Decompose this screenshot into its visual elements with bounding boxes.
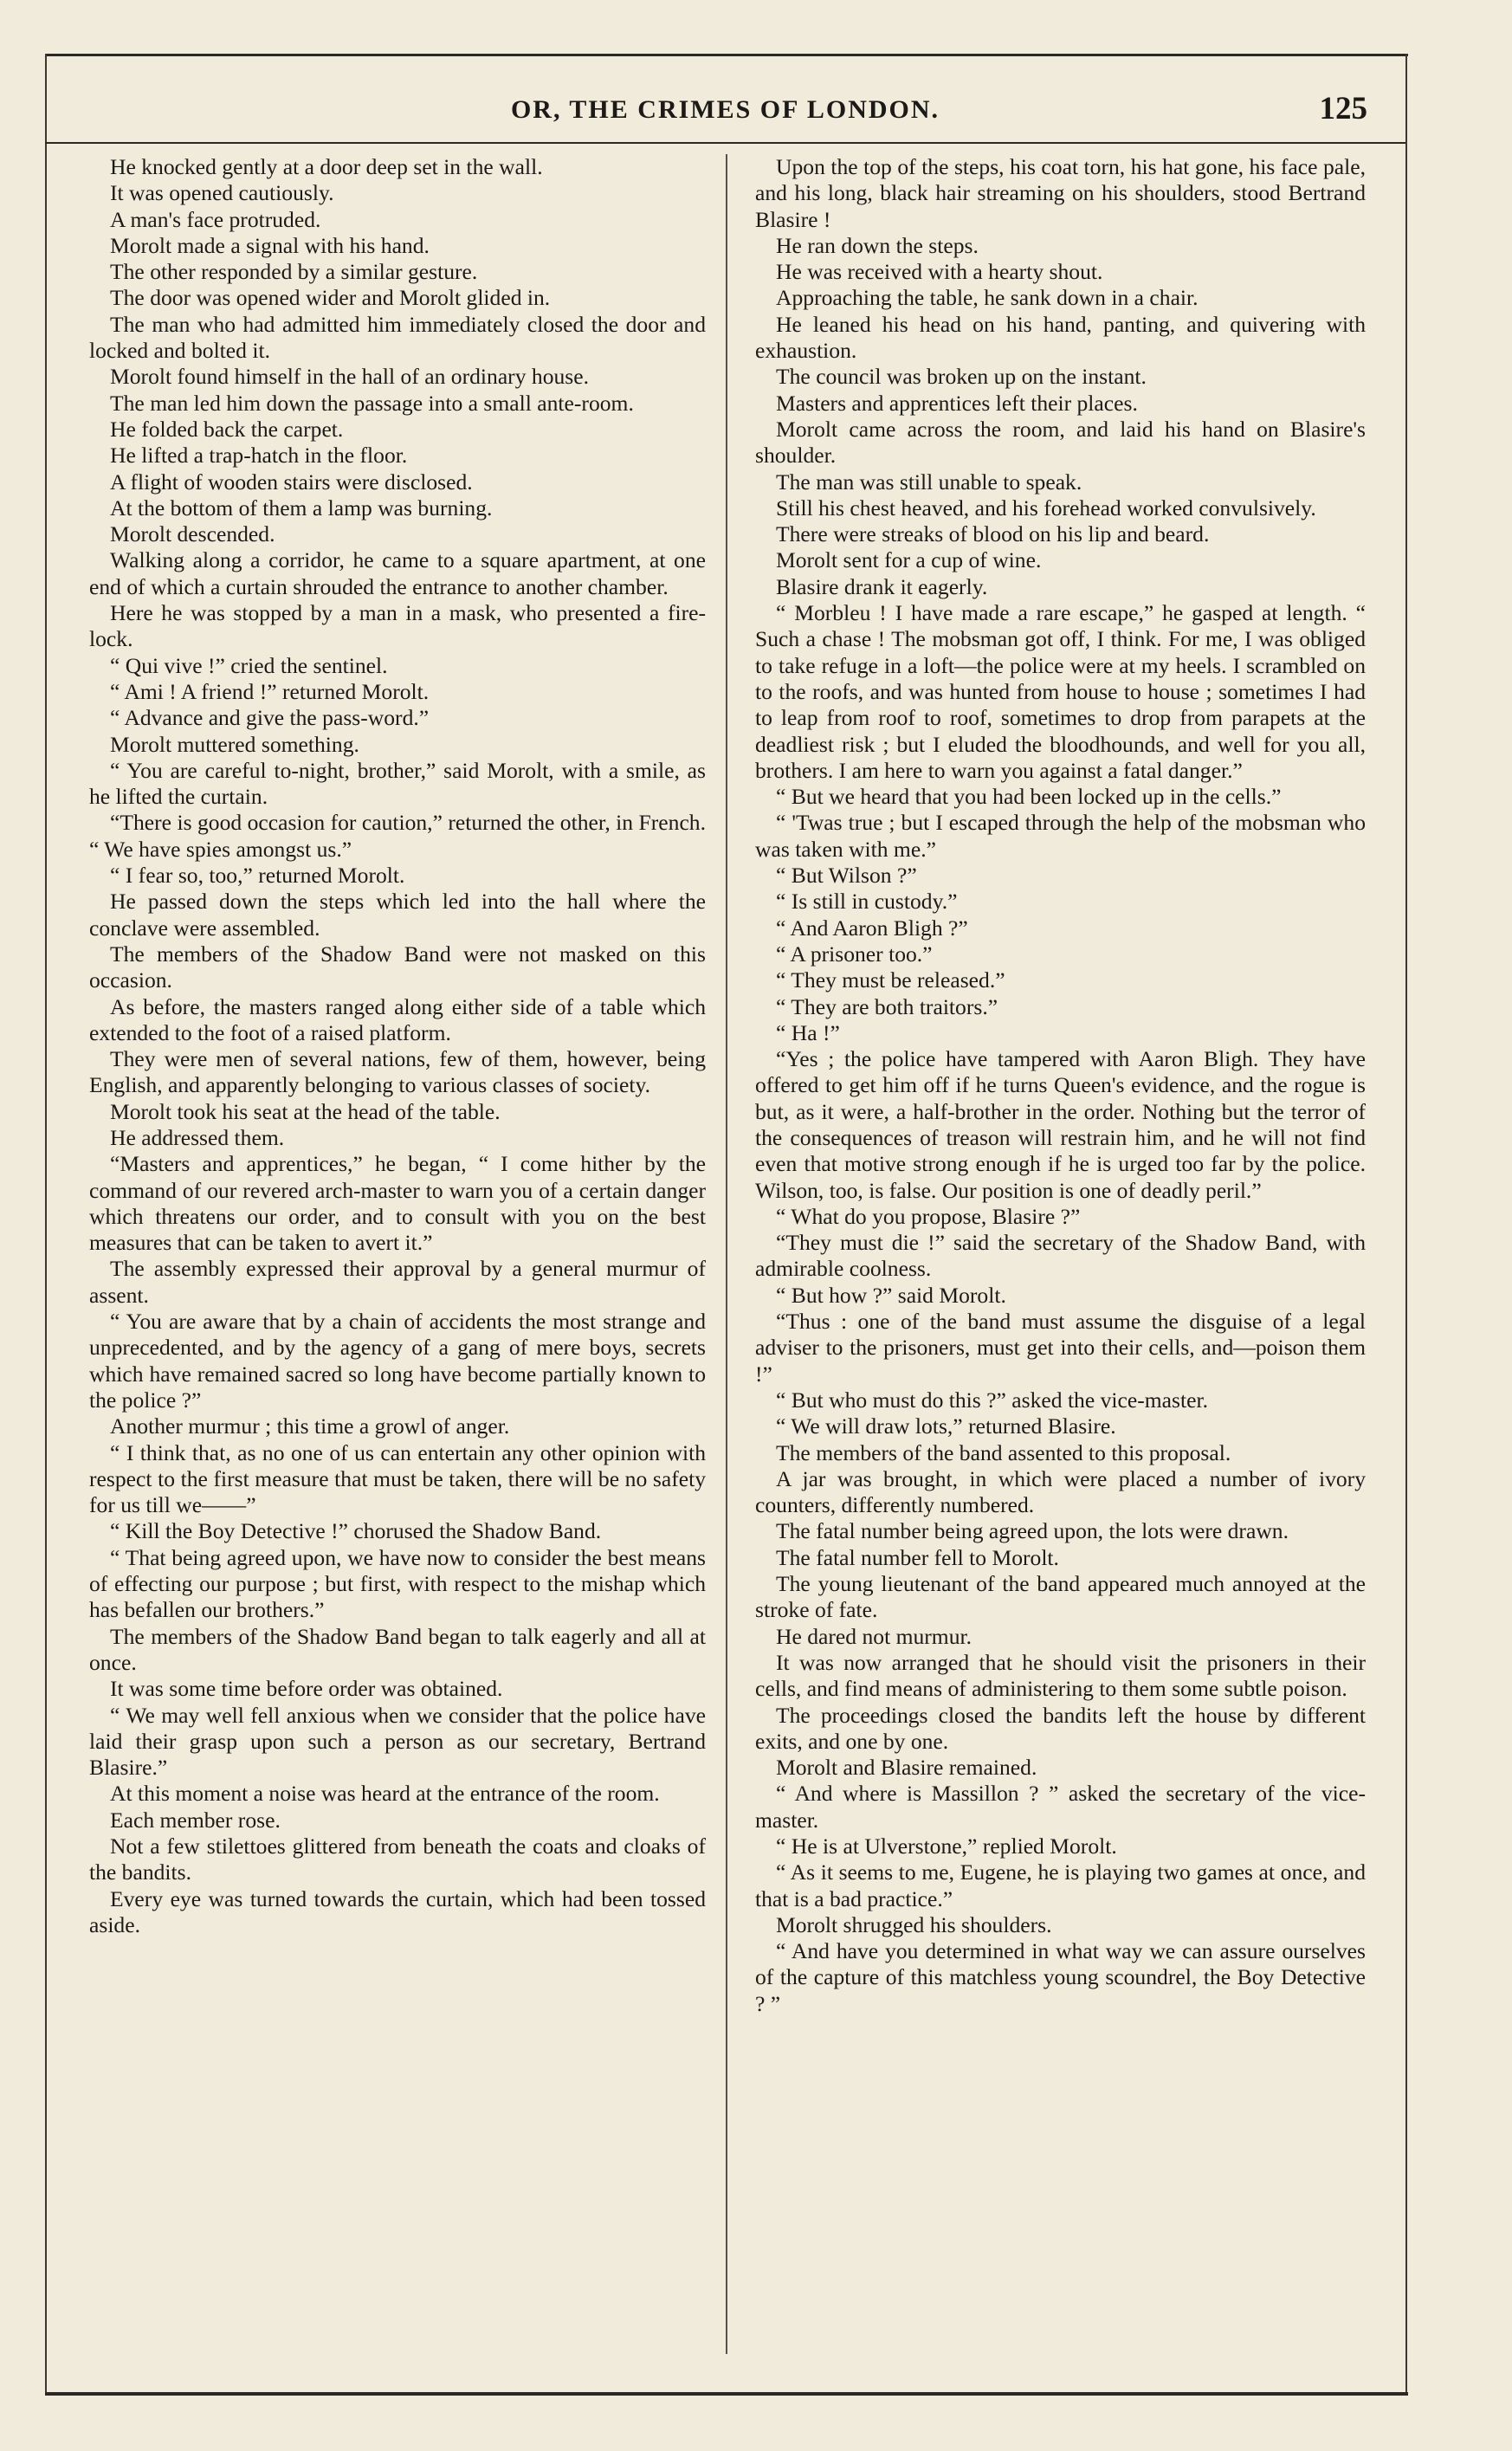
paragraph: The council was broken up on the instant.	[776, 364, 1147, 390]
bottom-border-rule	[45, 2392, 1408, 2396]
paragraph: Morolt and Blasire remained.	[776, 1755, 1037, 1781]
paragraph: Not a few stilettoes glittered from beneath the coats and cloaks of the bandits.	[89, 1833, 706, 1885]
paragraph: Here he was stopped by a man in a mask, who presented a fire-lock.	[89, 600, 706, 652]
paragraph: “Masters and apprentices,” he began, “ I come hither by the command of our revered arch-master to warn you of a certain danger which threatens our order, and to consult with you on the best measures that can be taken to avert it.”	[89, 1151, 706, 1256]
paragraph: “ I think that, as no one of us can entertain any other opinion with respect to the first measure that must be taken, there will be no safety for us till we——”	[89, 1439, 706, 1518]
paragraph: He folded back the carpet.	[110, 416, 344, 442]
paragraph: “ But who must do this ?” asked the vice-master.	[776, 1387, 1208, 1413]
paragraph: “ You are aware that by a chain of accidents the most strange and unprecedented, and by the agency of a gang of mere boys, secrets which have remained sacred so long have become partially known to the police ?”	[89, 1309, 706, 1413]
paragraph: The man who had admitted him immediately closed the door and locked and bolted it.	[89, 311, 706, 364]
paragraph: “ We may well fell anxious when we consider that the police have laid their grasp upon such a person as our secretary, Bertrand Blasire.”	[89, 1702, 706, 1781]
paragraph: “ What do you propose, Blasire ?”	[776, 1203, 1081, 1229]
paragraph: He addressed them.	[110, 1124, 285, 1150]
paragraph: “ Ha !”	[776, 1019, 840, 1045]
paragraph: The fatal number fell to Morolt.	[776, 1544, 1059, 1570]
paragraph: Morolt took his seat at the head of the table.	[110, 1098, 501, 1124]
paragraph: The other responded by a similar gesture.	[110, 259, 478, 285]
paragraph: There were streaks of blood on his lip and beard.	[776, 521, 1210, 547]
paragraph: “ They must be released.”	[776, 967, 1005, 993]
paragraph: Morolt muttered something.	[110, 731, 359, 757]
paragraph: The man was still unable to speak.	[776, 469, 1082, 495]
right-text-column	[755, 154, 1366, 2017]
paragraph: “ Morbleu ! I have made a rare escape,” he gasped at length. “ Such a chase ! The mobsman got off, I think. For me, I was obliged to take refuge in a loft—the police were at my heels. I scrambled on to the roofs, and was hunted from house to house ; sometimes I had to leap from roof to roof, sometimes to drop from parapets at the deadliest risk ; but I eluded the bloodhounds, and well for you all, brothers. I am here to warn you against a fatal danger.”	[755, 600, 1366, 783]
paragraph: Approaching the table, he sank down in a chair.	[776, 285, 1199, 311]
paragraph: “ He is at Ulverstone,” replied Morolt.	[776, 1833, 1117, 1859]
left-border-rule	[45, 54, 47, 2392]
paragraph: “ Ami ! A friend !” returned Morolt.	[110, 678, 430, 704]
paragraph: At the bottom of them a lamp was burning.	[110, 495, 493, 521]
paragraph: A flight of wooden stairs were disclosed.	[110, 469, 473, 495]
right-border-rule	[1405, 54, 1407, 2392]
paragraph: Morolt came across the room, and laid his hand on Blasire's shoulder.	[755, 416, 1366, 469]
paragraph: Morolt descended.	[110, 521, 275, 547]
paragraph: “ They are both traitors.”	[776, 993, 998, 1019]
paragraph: Morolt sent for a cup of wine.	[776, 547, 1042, 573]
paragraph: “ You are careful to-night, brother,” said Morolt, with a smile, as he lifted the curtain.	[89, 757, 706, 810]
paragraph: The man led him down the passage into a small ante-room.	[110, 390, 634, 416]
paragraph: “ But we heard that you had been locked up in the cells.”	[776, 784, 1282, 810]
column-divider	[726, 154, 727, 2354]
paragraph: They were men of several nations, few of them, however, being English, and apparently belonging to various classes of society.	[89, 1046, 706, 1098]
paragraph: The fatal number being agreed upon, the lots were drawn.	[776, 1518, 1289, 1544]
paragraph: “ Qui vive !” cried the sentinel.	[110, 652, 388, 678]
paragraph: As before, the masters ranged along either side of a table which extended to the foot of a raised platform.	[89, 993, 706, 1045]
paragraph: “ Advance and give the pass-word.”	[110, 705, 430, 731]
paragraph: Morolt shrugged his shoulders.	[776, 1911, 1052, 1937]
paragraph: A man's face protruded.	[110, 206, 321, 232]
paragraph: “ Kill the Boy Detective !” chorused the Shadow Band.	[110, 1518, 602, 1544]
paragraph: He knocked gently at a door deep set in the wall.	[110, 154, 543, 179]
paragraph: The proceedings closed the bandits left the house by different exits, and one by one.	[755, 1702, 1366, 1754]
paragraph: “ Is still in custody.”	[776, 889, 958, 915]
paragraph: Still his chest heaved, and his forehead worked convulsively.	[776, 495, 1316, 521]
paragraph: Blasire drank it eagerly.	[776, 573, 988, 599]
page-number: 125	[1319, 91, 1367, 126]
paragraph: “ A prisoner too.”	[776, 941, 933, 967]
paragraph: The assembly expressed their approval by a general murmur of assent.	[89, 1256, 706, 1308]
paragraph: “ As it seems to me, Eugene, he is playing two games at once, and that is a bad practice.”	[755, 1859, 1366, 1911]
paragraph: “ I fear so, too,” returned Morolt.	[110, 863, 405, 889]
paragraph: The members of the Shadow Band began to talk eagerly and all at once.	[89, 1623, 706, 1675]
paragraph: Morolt found himself in the hall of an ordinary house.	[110, 364, 590, 390]
paragraph: “ But how ?” said Morolt.	[776, 1282, 1006, 1308]
paragraph: He leaned his head on his hand, panting, and quivering with exhaustion.	[755, 311, 1366, 364]
paragraph: “ But Wilson ?”	[776, 863, 917, 889]
paragraph: “Thus : one of the band must assume the disguise of a legal adviser to the prisoners, must get into their cells, and—poison them !”	[755, 1309, 1366, 1387]
paragraph: Each member rose.	[110, 1807, 281, 1833]
left-text-column	[89, 154, 706, 1938]
paragraph: At this moment a noise was heard at the entrance of the room.	[110, 1781, 660, 1807]
paragraph: “There is good occasion for caution,” returned the other, in French. “ We have spies amongst us.”	[89, 810, 706, 862]
paragraph: “ 'Twas true ; but I escaped through the help of the mobsman who was taken with me.”	[755, 810, 1366, 862]
running-title: OR, THE CRIMES OF LONDON.	[510, 95, 940, 124]
paragraph: Upon the top of the steps, his coat torn, his hat gone, his face pale, and his long, black hair streaming on his shoulders, stood Bertrand Blasire !	[755, 154, 1366, 232]
paragraph: It was opened cautiously.	[110, 180, 334, 206]
paragraph: “ And have you determined in what way we can assure ourselves of the capture of this matchless young scoundrel, the Boy Detective ? ”	[755, 1938, 1366, 2016]
paragraph: It was now arranged that he should visit the prisoners in their cells, and find means of administering to them some subtle poison.	[755, 1649, 1366, 1702]
paragraph: He lifted a trap-hatch in the floor.	[110, 443, 408, 469]
header-rule	[45, 142, 1405, 144]
paragraph: A jar was brought, in which were placed a number of ivory counters, differently numbered.	[755, 1465, 1366, 1518]
paragraph: “ We will draw lots,” returned Blasire.	[776, 1413, 1116, 1439]
paragraph: He ran down the steps.	[776, 232, 979, 258]
paragraph: “They must die !” said the secretary of the Shadow Band, with admirable coolness.	[755, 1230, 1366, 1282]
page-header	[45, 83, 1405, 135]
paragraph: The members of the Shadow Band were not masked on this occasion.	[89, 941, 706, 993]
paragraph: “ That being agreed upon, we have now to consider the best means of effecting our purpose ; but first, with respect to the mishap which has befallen our brothers.”	[89, 1544, 706, 1623]
paragraph: Morolt made a signal with his hand.	[110, 232, 430, 258]
paragraph: “ And Aaron Bligh ?”	[776, 915, 968, 941]
paragraph: “Yes ; the police have tampered with Aaron Bligh. They have offered to get him off if he turns Queen's evidence, and the rogue is but, as it were, a half-brother in the order. Nothing but the terror of the consequences of treason will restrain him, and he will not find even that motive strong enough if he is urged too far by the police. Wilson, too, is false. Our position is one of deadly peril.”	[755, 1046, 1366, 1203]
top-border-rule	[45, 54, 1408, 56]
paragraph: The members of the band assented to this proposal.	[776, 1439, 1231, 1465]
paragraph: He was received with a hearty shout.	[776, 259, 1103, 285]
paragraph: He dared not murmur.	[776, 1623, 972, 1649]
paragraph: Walking along a corridor, he came to a square apartment, at one end of which a curtain shrouded the entrance to another chamber.	[89, 547, 706, 599]
paragraph: Every eye was turned towards the curtain, which had been tossed aside.	[89, 1885, 706, 1937]
paragraph: The young lieutenant of the band appeared much annoyed at the stroke of fate.	[755, 1571, 1366, 1623]
paragraph: The door was opened wider and Morolt glided in.	[110, 285, 551, 311]
paragraph: Masters and apprentices left their places.	[776, 390, 1138, 416]
paragraph: He passed down the steps which led into the hall where the conclave were assembled.	[89, 889, 706, 941]
paragraph: Another murmur ; this time a growl of anger.	[110, 1413, 510, 1439]
paragraph: It was some time before order was obtained.	[110, 1676, 503, 1702]
paragraph: “ And where is Massillon ? ” asked the secretary of the vice-master.	[755, 1781, 1366, 1833]
